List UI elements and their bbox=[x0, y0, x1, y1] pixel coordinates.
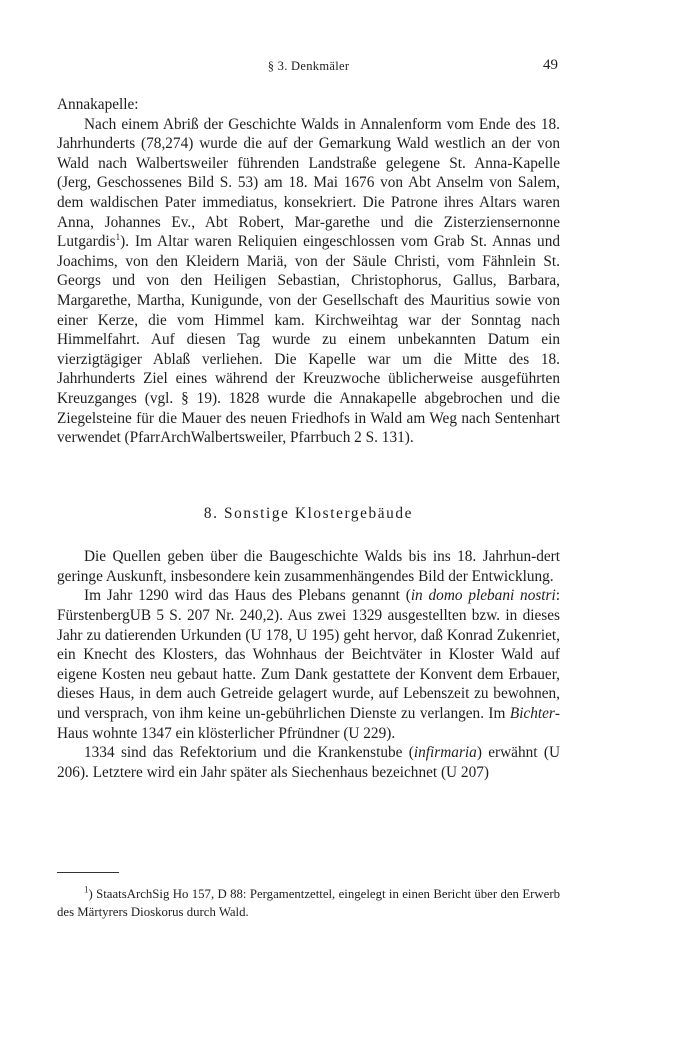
latin-quote: in domo plebani nostri bbox=[410, 587, 556, 605]
bichter-term: Bichter bbox=[509, 705, 555, 723]
paragraph-3-text-a: 1334 sind das Refektorium und die Krankenstube ( bbox=[84, 744, 414, 762]
footnote-body: ) StaatsArchSig Ho 157, D 88: Pergamentzettel, eingelegt in einen Bericht über den Erwerb des Märtyrers Dioskorus durch Wald. bbox=[57, 887, 560, 919]
annakapelle-text-a: Nach einem Abriß der Geschichte Walds in Annalenform vom Ende des 18. Jahrhunderts (78,274) wurde die auf der Gemarkung Wald westlich an der von Wald nach Walbertsweiler führenden Landstraße gelegene St. Anna-Kapelle (Jerg, Geschossenes Bild S. 53) am 18. Mai 1676 von Abt Anselm von Salem, dem waldischen Pater immediatus, konsekriert. Die Patrone ihres Altars waren Anna, Johannes Ev., Abt Robert, Mar-garethe und die Zisterziensernonne Lutgardis bbox=[57, 115, 560, 251]
paragraph-2-text-a: Im Jahr 1290 wird das Haus des Plebans genannt ( bbox=[84, 587, 411, 605]
footnote-text bbox=[57, 885, 560, 921]
footnote-rule bbox=[57, 872, 119, 873]
footnote-marker: 1 bbox=[84, 884, 89, 895]
paragraph-3-text-b: ) erwähnt (U 206). Letztere wird ein Jahr später als Siechenhaus bezeichnet (U 207) bbox=[57, 744, 561, 781]
infirmaria-term: infirmaria bbox=[413, 744, 477, 762]
annakapelle-paragraph bbox=[57, 115, 560, 448]
paragraph-2-text-c: -Haus wohnte 1347 ein klösterlicher Pfründner (U 229). bbox=[57, 705, 560, 742]
book-page bbox=[57, 0, 560, 1044]
paragraph-2-text-b: : FürstenbergUB 5 S. 207 Nr. 240,2). Aus zwei 1329 ausgestellten bzw. in dieses Jahr zu datierenden Urkunden (U 178, U 195) geht hervor, daß Konrad Zukenriet, ein Knecht des Klosters, das Wohnhaus der Beichtväter in Kloster Wald auf eigene Kosten neu gebaut hatte. Zum Dank gestattete der Konvent dem Erbauer, dieses Haus, in dem auch Getreide gelagert wurde, auf Lebenszeit zu bewohnen, und versprach, von ihm keine un-gebührlichen Dienste zu verlangen. Im bbox=[57, 587, 560, 723]
running-title: § 3. Denkmäler bbox=[267, 59, 350, 73]
running-head bbox=[57, 57, 560, 77]
annakapelle-text-b: ). Im Altar waren Reliquien eingeschlossen vom Grab St. Annas und Joachims, von den Kleidern Mariä, von der Säule Christi, vom Fähnlein St. Georgs und von den Heiligen Sebastian, Christophorus, Gallus, Barbara, Margarethe, Martha, Kunigunde, von der Gesellschaft des Mauritius sowie von einer Kerze, die vom Himmel kam. Kirchweihtag war der Sonntag nach Himmelfahrt. Auf diesen Tag wurde zu einem unbekannten Datum ein vierzigtägiger Ablaß verliehen. Die Kapelle war um die Mitte des 18. Jahrhunderts Ziel eines während der Kreuzwoche üblicherweise ausgeführten Kreuzganges (vgl. § 19). 1828 wurde die Annakapelle abgebrochen und die Ziegelsteine für die Mauer des neuen Friedhofs in Wald am Weg nach Sentenhart verwendet (PfarrArchWalbertsweiler, Pfarrbuch 2 S. 131). bbox=[57, 233, 560, 447]
section-title: 8. Sonstige Klostergebäude bbox=[203, 504, 414, 522]
subheading-annakapelle: Annakapelle: bbox=[57, 96, 139, 113]
page-number: 49 bbox=[543, 57, 558, 73]
body-text bbox=[57, 95, 560, 782]
footnote bbox=[57, 885, 560, 921]
footnote-reference: 1 bbox=[115, 232, 121, 243]
section-paragraph-3 bbox=[57, 743, 560, 782]
section-paragraph-2 bbox=[57, 586, 560, 743]
section-paragraph-1: Die Quellen geben über die Baugeschichte Walds bis ins 18. Jahrhun-dert geringe Auskunft, insbesondere kein zusammenhängendes Bild der Entwicklung. bbox=[57, 548, 560, 585]
